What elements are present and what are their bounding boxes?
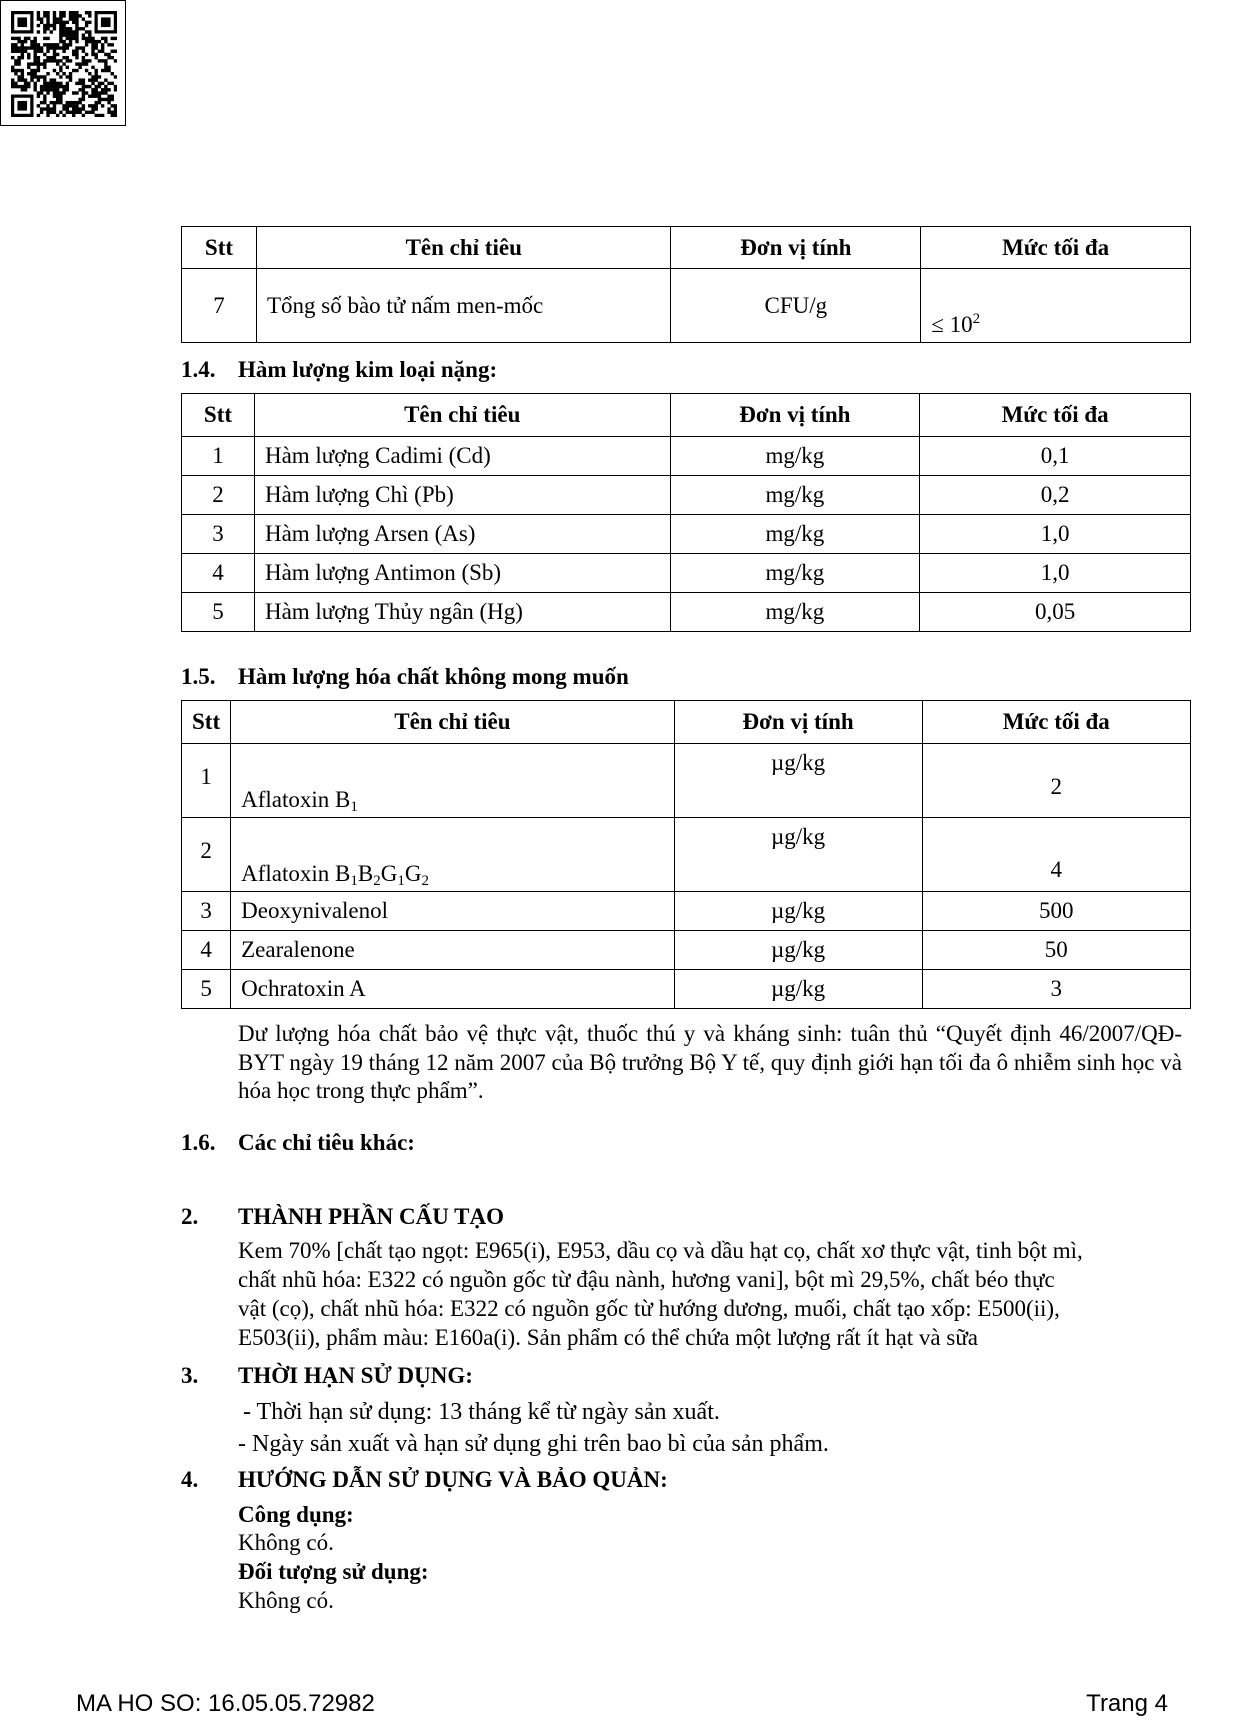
composition-line: vật (cọ), chất nhũ hóa: E322 có nguồn gốc từ hướng dương, muối, chất tạo xốp: E500(ii), [238,1296,1060,1321]
heavy-metals-table [181,393,1191,632]
shelf-life-line: - Thời hạn sử dụng: 13 tháng kể từ ngày sản xuất. [243,1399,720,1425]
header-name: Tên chỉ tiêu [256,227,671,269]
name-text: Aflatoxin B [241,861,351,886]
section-number: 1.6. [181,1130,216,1155]
chemicals-table [181,700,1191,1009]
cell-stt: 4 [182,554,255,593]
max-prefix: ≤ 10 [931,312,973,337]
target-value: Không có. [238,1588,334,1613]
table-row [182,931,1191,970]
table-row [182,476,1191,515]
section-1-6-heading [181,1130,415,1156]
cell-name: Hàm lượng Antimon (Sb) [254,554,670,593]
cell-max: 1,0 [920,554,1191,593]
page-number: Trang 4 [1086,1690,1168,1717]
subscript: 1 [350,873,358,889]
header-max: Mức tối đa [920,394,1191,437]
table-header-row [182,394,1191,437]
cell-stt: 4 [182,931,231,970]
cell-max: 4 [922,818,1191,892]
section-title: Các chỉ tiêu khác: [238,1130,415,1155]
cell-stt: 1 [182,437,255,476]
cell-unit: CFU/g [671,269,921,343]
cell-stt: 3 [182,892,231,931]
cell-unit: µg/kg [674,892,922,931]
cell-stt: 2 [182,476,255,515]
header-unit: Đơn vị tính [671,227,921,269]
cell-name: Zearalenone [231,931,675,970]
name-text: G [380,861,398,886]
section-1-4-heading [181,357,497,383]
table-row [182,554,1191,593]
section-number: 4. [181,1467,199,1492]
table-row [182,818,1191,892]
usage-label: Công dụng: [238,1502,354,1527]
cell-name [231,818,675,892]
cell-name: Hàm lượng Chì (Pb) [254,476,670,515]
cell-unit: µg/kg [674,818,922,892]
name-text: Aflatoxin B [241,787,351,812]
table-row [182,593,1191,632]
max-exponent: 2 [972,311,981,327]
section-title: Hàm lượng kim loại nặng: [238,357,498,382]
microbiology-table [181,226,1191,343]
subscript: 1 [350,799,358,815]
cell-name: Hàm lượng Cadimi (Cd) [254,437,670,476]
section-1-5-heading [181,664,629,690]
dossier-code: MA HO SO: 16.05.05.72982 [76,1690,375,1717]
section-3-heading [181,1363,473,1389]
header-unit: Đơn vị tính [674,701,922,744]
cell-unit: mg/kg [670,515,920,554]
cell-unit: mg/kg [670,437,920,476]
cell-max: 2 [922,744,1191,818]
cell-stt: 3 [182,515,255,554]
composition-line: Kem 70% [chất tạo ngọt: E965(i), E953, dầu cọ và dầu hạt cọ, chất xơ thực vật, tinh bột mì, [238,1238,1083,1263]
cell-max: 0,2 [920,476,1191,515]
name-text: B [357,861,374,886]
header-stt: Stt [182,227,257,269]
table-row [182,269,1191,343]
table-header-row [182,227,1191,269]
section-number: 3. [181,1363,199,1388]
usage-value: Không có. [238,1530,334,1555]
cell-name: Tổng số bào tử nấm men-mốc [256,269,671,343]
target-label: Đối tượng sử dụng: [238,1559,429,1584]
cell-name: Ochratoxin A [231,970,675,1009]
cell-max [921,269,1191,343]
table-row [182,437,1191,476]
composition-line: chất nhũ hóa: E322 có nguồn gốc từ đậu nành, hương vani], bột mì 29,5%, chất béo thực [238,1267,1055,1292]
cell-max: 50 [922,931,1191,970]
header-stt: Stt [182,701,231,744]
cell-name [231,744,675,818]
cell-max: 0,05 [920,593,1191,632]
cell-max: 1,0 [920,515,1191,554]
cell-max: 3 [922,970,1191,1009]
header-max: Mức tối đa [922,701,1191,744]
qr-code [0,0,126,126]
section-number: 1.5. [181,664,216,689]
cell-unit: mg/kg [670,593,920,632]
cell-stt: 5 [182,593,255,632]
section-title: THÀNH PHẦN CẤU TẠO [238,1204,505,1229]
cell-max: 0,1 [920,437,1191,476]
section-title: Hàm lượng hóa chất không mong muốn [238,664,629,689]
table-row [182,515,1191,554]
cell-stt: 5 [182,970,231,1009]
cell-stt: 1 [182,744,231,818]
header-name: Tên chỉ tiêu [254,394,670,437]
table-row [182,970,1191,1009]
section-number: 1.4. [181,357,216,382]
table-row [182,744,1191,818]
cell-unit: mg/kg [670,476,920,515]
section-2-heading [181,1204,504,1230]
composition-line: E503(ii), phẩm màu: E160a(i). Sản phẩm có thể chứa một lượng rất ít hạt và sữa [238,1325,979,1350]
cell-stt: 7 [182,269,257,343]
subscript: 2 [421,873,429,889]
header-unit: Đơn vị tính [670,394,920,437]
table-row [182,892,1191,931]
name-text: G [404,861,422,886]
cell-max: 500 [922,892,1191,931]
section-title: HƯỚNG DẪN SỬ DỤNG VÀ BẢO QUẢN: [238,1467,668,1492]
qr-code-pattern [11,11,117,117]
cell-unit: µg/kg [674,744,922,818]
table-header-row [182,701,1191,744]
cell-name: Deoxynivalenol [231,892,675,931]
cell-unit: µg/kg [674,931,922,970]
cell-name: Hàm lượng Arsen (As) [254,515,670,554]
section-number: 2. [181,1204,199,1229]
cell-stt: 2 [182,818,231,892]
cell-unit: mg/kg [670,554,920,593]
subscript: 1 [397,873,405,889]
cell-unit: µg/kg [674,970,922,1009]
residue-note: Dư lượng hóa chất bảo vệ thực vật, thuốc thú y và kháng sinh: tuân thủ “Quyết định 46/2007/QĐ-BYT ngày 19 tháng 12 năm 2007 của Bộ trưởng Bộ Y tế, quy định giới hạn tối đa ô nhiễm sinh học và hóa học trong thực phẩm”. [238,1021,1182,1103]
header-stt: Stt [182,394,255,437]
production-date-line: - Ngày sản xuất và hạn sử dụng ghi trên bao bì của sản phẩm. [238,1431,829,1457]
section-4-heading [181,1467,668,1493]
cell-name: Hàm lượng Thủy ngân (Hg) [254,593,670,632]
section-title: THỜI HẠN SỬ DỤNG: [238,1363,473,1388]
header-max: Mức tối đa [921,227,1191,269]
subscript: 2 [373,873,381,889]
header-name: Tên chỉ tiêu [231,701,675,744]
